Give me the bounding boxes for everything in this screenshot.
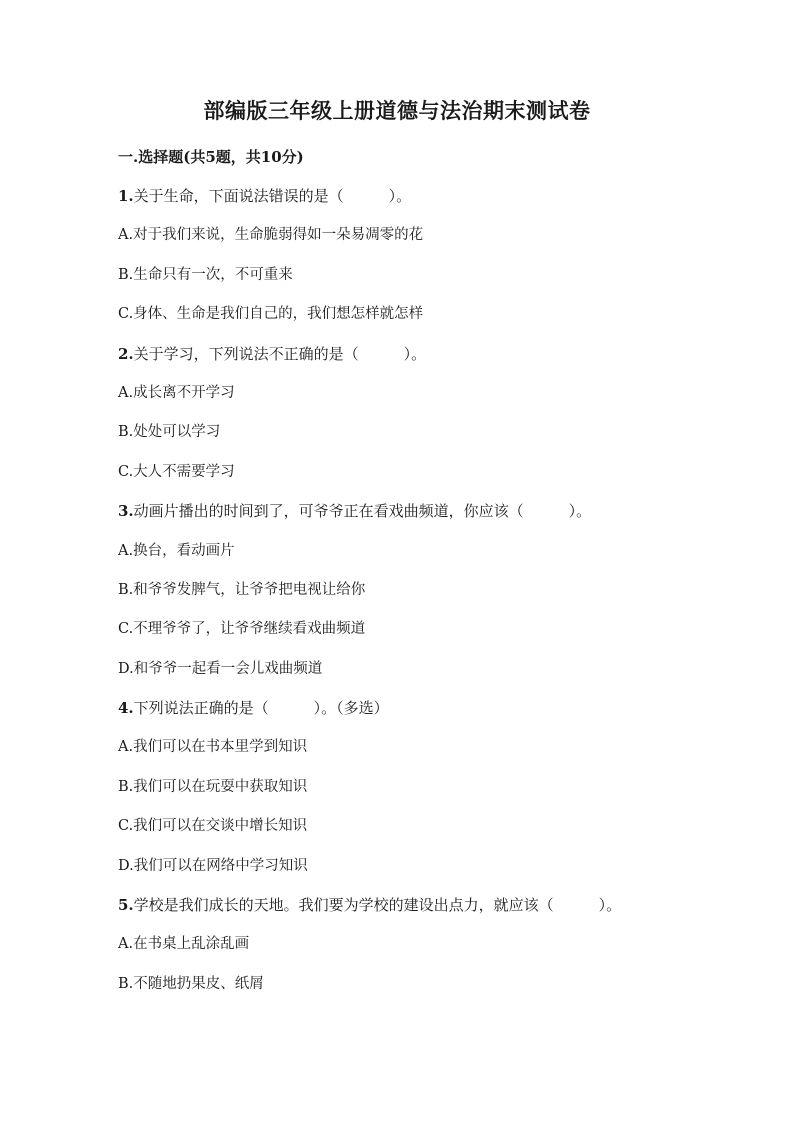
question-4-stem — [118, 696, 718, 735]
question-text: 关于学习，下列说法不正确的是（ ）。 — [133, 344, 427, 363]
question-5-option-a: A.在书桌上乱涂乱画 — [118, 936, 250, 953]
page-title: 部编版三年级上册道德与法治期末测试卷 — [203, 98, 591, 123]
question-1-stem — [118, 184, 718, 223]
question-text: 关于生命，下面说法错误的是（ ）。 — [133, 187, 412, 205]
question-4-option-d: D.我们可以在网络中学习知识 — [118, 857, 308, 874]
question-3-option-d: D.和爷爷一起看一会儿戏曲频道 — [118, 660, 323, 677]
question-number: 5. — [118, 896, 134, 915]
question-text: 下列说法正确的是（ ）。（多选） — [133, 699, 389, 718]
question-2-stem — [118, 342, 718, 381]
question-3-option-c: C.不理爷爷了，让爷爷继续看戏曲频道 — [118, 621, 366, 638]
question-4-option-b: B.我们可以在玩耍中获取知识 — [118, 778, 308, 795]
question-number: 2. — [118, 344, 134, 363]
question-5-stem — [118, 893, 718, 932]
question-1-option-a: A.对于我们来说，生命脆弱得如一朵易凋零的花 — [118, 227, 424, 244]
question-2-option-b: B.处处可以学习 — [118, 424, 221, 441]
question-number: 1. — [118, 187, 134, 205]
question-2-option-a: A.成长离不开学习 — [118, 384, 235, 401]
question-3-option-b: B.和爷爷发脾气，让爷爷把电视让给你 — [118, 581, 366, 598]
question-2-option-c: C.大人不需要学习 — [118, 463, 235, 480]
question-1-option-b: B.生命只有一次，不可重来 — [118, 266, 293, 283]
question-text: 学校是我们成长的天地。我们要为学校的建设出点力，就应该（ ）。 — [133, 896, 622, 915]
question-list — [118, 184, 718, 1011]
question-3-option-a: A.换台，看动画片 — [118, 542, 235, 559]
question-number: 3. — [118, 502, 134, 521]
question-3-stem — [118, 499, 718, 538]
question-4-option-a: A.我们可以在书本里学到知识 — [118, 739, 308, 756]
question-text: 动画片播出的时间到了，可爷爷正在看戏曲频道，你应该（ ）。 — [133, 502, 592, 521]
question-number: 4. — [118, 699, 134, 718]
question-1-option-c: C.身体、生命是我们自己的，我们想怎样就怎样 — [118, 306, 424, 323]
section-heading: 一.选择题(共5题，共10分) — [118, 148, 304, 166]
question-5-option-b: B.不随地扔果皮、纸屑 — [118, 975, 264, 992]
question-4-option-c: C.我们可以在交谈中增长知识 — [118, 818, 308, 835]
